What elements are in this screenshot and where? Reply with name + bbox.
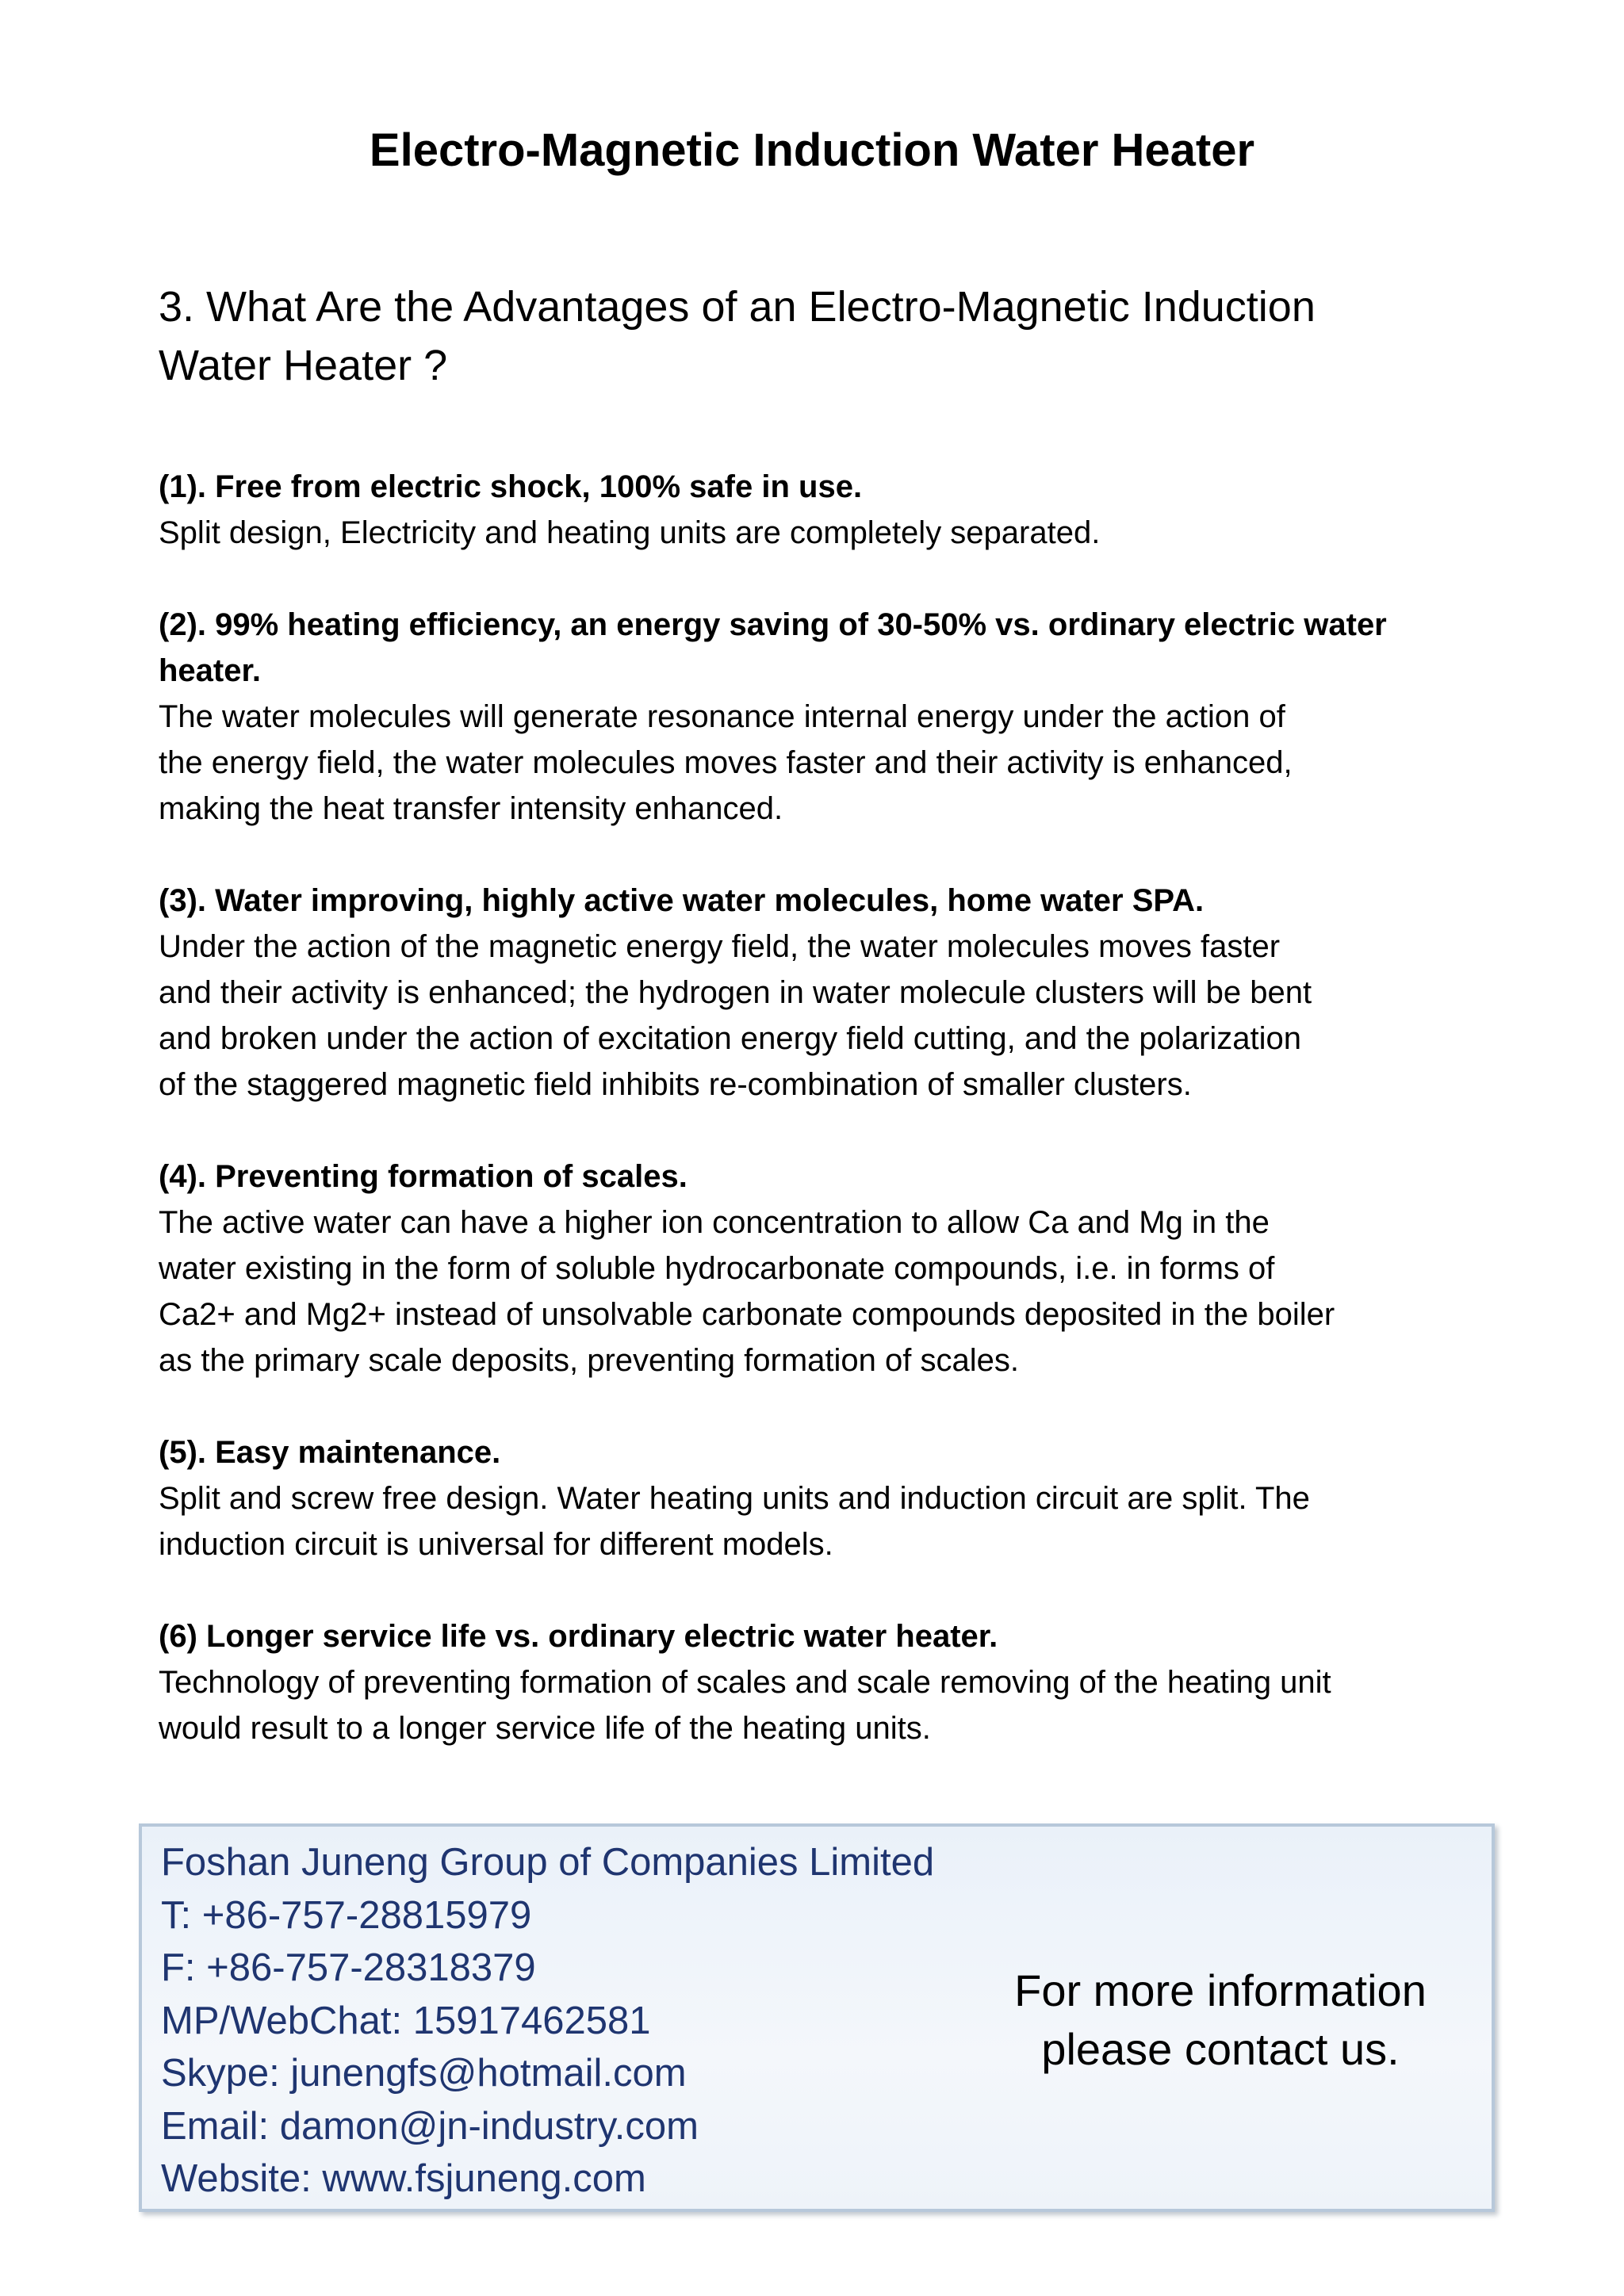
advantage-text-line: making the heat transfer intensity enhanced. [159, 791, 783, 826]
advantage-title: (5). Easy maintenance. [159, 1435, 501, 1470]
page-title: Electro-Magnetic Induction Water Heater [369, 124, 1255, 176]
advantage-title [159, 602, 1491, 694]
advantage-1 [159, 464, 1491, 556]
company-name: Foshan Juneng Group of Companies Limited [161, 1841, 935, 1884]
advantage-3 [159, 878, 1491, 1108]
contact-call-to-action [975, 1961, 1466, 2079]
section-heading-line-2: Water Heater ? [159, 342, 448, 389]
advantage-6 [159, 1613, 1491, 1751]
mobile-wechat: MP/WebChat: 15917462581 [161, 1999, 651, 2042]
advantage-text [159, 1200, 1491, 1383]
advantage-text-line: The active water can have a higher ion concentration to allow Ca and Mg in the [159, 1205, 1270, 1240]
cta-line-1: For more information [1014, 1965, 1427, 2015]
advantage-text-line: the energy field, the water molecules moves faster and their activity is enhanced, [159, 745, 1293, 780]
advantage-text-line: Ca2+ and Mg2+ instead of unsolvable carbonate compounds deposited in the boiler [159, 1297, 1335, 1332]
email-address: Email: damon@jn-industry.com [161, 2104, 699, 2148]
advantage-text-line: as the primary scale deposits, preventing formation of scales. [159, 1343, 1019, 1378]
contact-box [139, 1823, 1495, 2212]
advantage-text-line: induction circuit is universal for different models. [159, 1527, 833, 1562]
advantage-title: (4). Preventing formation of scales. [159, 1159, 688, 1194]
advantage-text [159, 924, 1491, 1108]
advantage-title: (3). Water improving, highly active water molecules, home water SPA. [159, 883, 1205, 918]
cta-line-2: please contact us. [1041, 2024, 1400, 2074]
advantage-text-line: Technology of preventing formation of scales and scale removing of the heating unit [159, 1665, 1331, 1700]
advantage-5 [159, 1429, 1491, 1567]
section-heading-line-1: 3. What Are the Advantages of an Electro-Magnetic Induction [159, 283, 1316, 331]
advantage-text-line: The water molecules will generate resonance internal energy under the action of [159, 699, 1285, 734]
advantage-text-line: and their activity is enhanced; the hydrogen in water molecule clusters will be bent [159, 975, 1312, 1010]
section-heading [159, 277, 1491, 395]
advantage-text-line: water existing in the form of soluble hydrocarbonate compounds, i.e. in forms of [159, 1251, 1275, 1286]
advantage-text-line: would result to a longer service life of the heating units. [159, 1711, 931, 1746]
advantage-title-line: (2). 99% heating efficiency, an energy saving of 30-50% vs. ordinary electric water [159, 607, 1387, 642]
advantage-title: (1). Free from electric shock, 100% safe in use. [159, 469, 863, 504]
advantage-text: Split design, Electricity and heating units are completely separated. [159, 515, 1101, 550]
advantage-text-line: Split and screw free design. Water heating units and induction circuit are split. The [159, 1481, 1310, 1516]
advantage-text-line: Under the action of the magnetic energy field, the water molecules moves faster [159, 929, 1281, 964]
advantage-4 [159, 1154, 1491, 1383]
advantages-list [159, 464, 1491, 1797]
advantage-text [159, 1659, 1491, 1751]
website-url: Website: www.fsjuneng.com [161, 2157, 646, 2200]
contact-details [161, 1836, 994, 2206]
advantage-text-line: and broken under the action of excitation energy field cutting, and the polarization [159, 1021, 1301, 1056]
advantage-2 [159, 602, 1491, 832]
phone-number: T: +86-757-28815979 [161, 1893, 532, 1937]
advantage-title: (6) Longer service life vs. ordinary electric water heater. [159, 1619, 998, 1654]
advantage-text [159, 694, 1491, 832]
advantage-title-line: heater. [159, 653, 261, 688]
skype-id: Skype: junengfs@hotmail.com [161, 2052, 687, 2095]
advantage-text [159, 1475, 1491, 1567]
advantage-text-line: of the staggered magnetic field inhibits re-combination of smaller clusters. [159, 1067, 1192, 1102]
fax-number: F: +86-757-28318379 [161, 1946, 536, 1989]
